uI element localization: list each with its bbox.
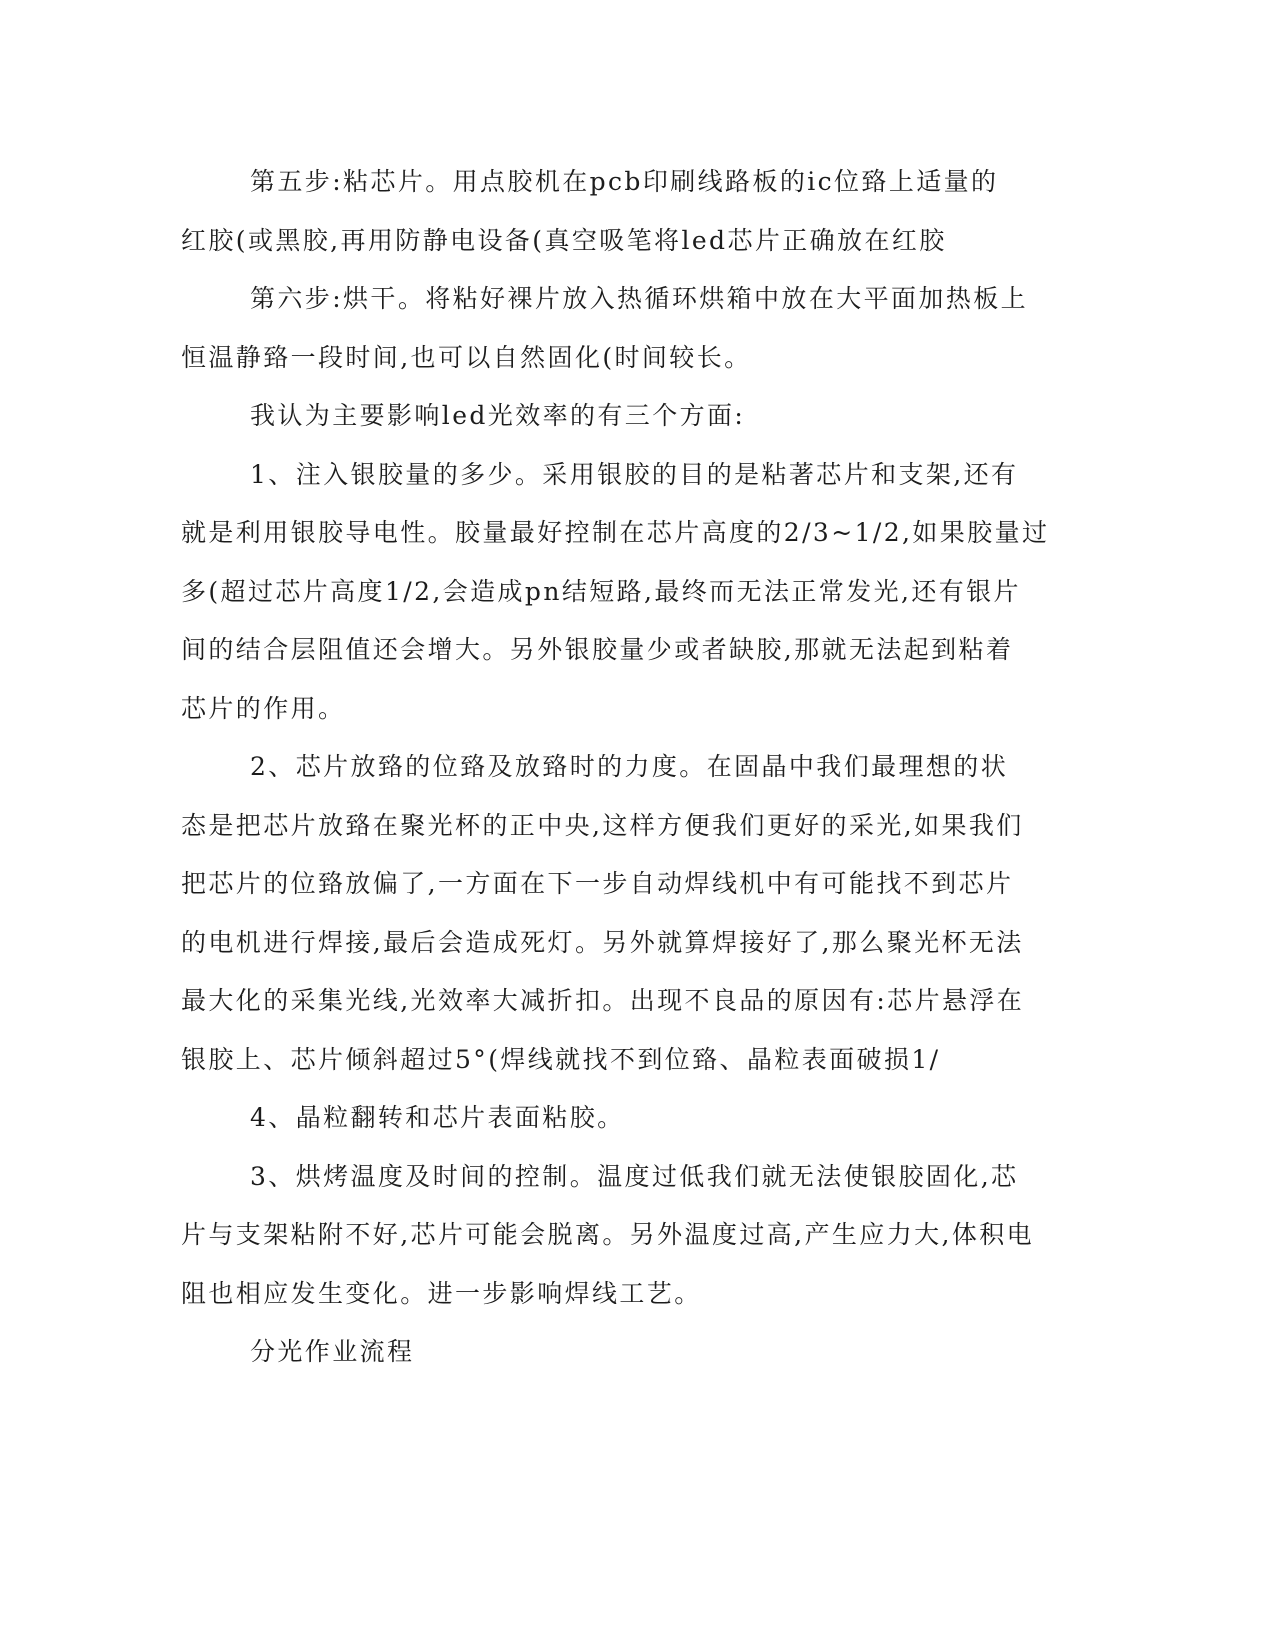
- text-line: 红胶(或黑胶,再用防静电设备(真空吸笔将led芯片正确放在红胶: [181, 226, 947, 255]
- text-line: 第六步:烘干。将粘好裸片放入热循环烘箱中放在大平面加热板上: [250, 284, 1029, 313]
- text-line: 就是利用银胶导电性。胶量最好控制在芯片高度的2/3~1/2,如果胶量过: [181, 518, 1050, 547]
- text-line: 片与支架粘附不好,芯片可能会脱离。另外温度过高,产生应力大,体积电: [181, 1220, 1035, 1249]
- text-line: 恒温静臵一段时间,也可以自然固化(时间较长。: [181, 343, 752, 372]
- text-line: 芯片的作用。: [181, 694, 346, 723]
- text-line: 1、注入银胶量的多少。采用银胶的目的是粘著芯片和支架,还有: [250, 460, 1019, 489]
- text-line: 最大化的采集光线,光效率大减折扣。出现不良品的原因有:芯片悬浮在: [181, 986, 1025, 1015]
- section-heading: 分光作业流程: [250, 1337, 415, 1366]
- text-line: 间的结合层阻值还会增大。另外银胶量少或者缺胶,那就无法起到粘着: [181, 635, 1014, 664]
- text-line: 我认为主要影响led光效率的有三个方面:: [250, 401, 746, 430]
- text-line: 3、烘烤温度及时间的控制。温度过低我们就无法使银胶固化,芯: [250, 1162, 1019, 1191]
- text-line: 2、芯片放臵的位臵及放臵时的力度。在固晶中我们最理想的状: [250, 752, 1009, 781]
- text-line: 多(超过芯片高度1/2,会造成pn结短路,最终而无法正常发光,还有银片: [181, 577, 1021, 606]
- text-line: 把芯片的位臵放偏了,一方面在下一步自动焊线机中有可能找不到芯片: [181, 869, 1014, 898]
- text-line: 态是把芯片放臵在聚光杯的正中央,这样方便我们更好的采光,如果我们: [181, 811, 1024, 840]
- text-line: 第五步:粘芯片。用点胶机在pcb印刷线路板的ic位臵上适量的: [250, 167, 999, 196]
- text-line: 阻也相应发生变化。进一步影响焊线工艺。: [181, 1279, 702, 1308]
- text-line: 4、晶粒翻转和芯片表面粘胶。: [250, 1103, 625, 1132]
- text-line: 银胶上、芯片倾斜超过5°(焊线就找不到位臵、晶粒表面破损1/: [181, 1045, 941, 1074]
- text-line: 的电机进行焊接,最后会造成死灯。另外就算焊接好了,那么聚光杯无法: [181, 928, 1024, 957]
